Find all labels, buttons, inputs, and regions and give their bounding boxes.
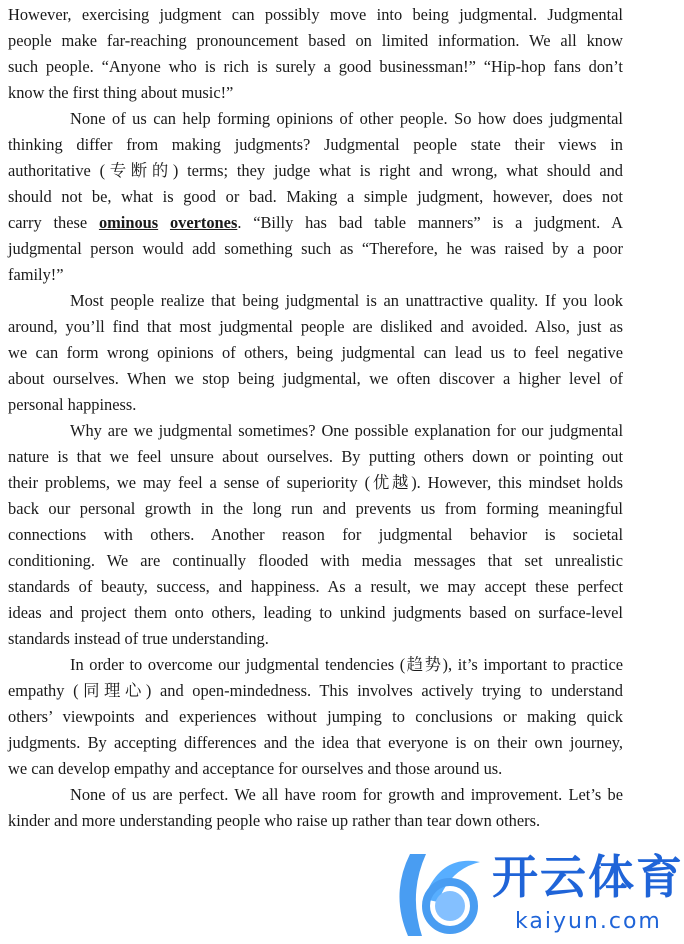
text-line: standards instead of true understanding.: [8, 629, 269, 648]
text-line: around, you’ll find that most judgmental people are disliked and avoided. Also, just as: [8, 317, 623, 336]
text-line: Why are we judgmental sometimes? One possible explanation for our judgmental: [70, 421, 623, 440]
text-line: standards of beauty, success, and happiness. As a result, we may accept these perfect: [8, 577, 623, 596]
watermark-name: 开云体育: [492, 850, 684, 904]
text-line: should not be, what is good or bad. Making a simple judgment, however, does not: [8, 187, 623, 206]
text-segment: [158, 213, 170, 232]
text-line: conditioning. We are continually flooded with media messages that set unrealistic: [8, 551, 623, 570]
text-line: [8, 210, 623, 236]
text-line: nature is that we feel unsure about ourselves. By putting others down or pointing out: [8, 447, 623, 466]
text-line: we can form wrong opinions of others, being judgmental can lead us to feel negative: [8, 343, 623, 362]
text-line: judgmental person would add something such as “Therefore, he was raised by a poor: [8, 239, 623, 258]
text-line: Most people realize that being judgmental is an unattractive quality. If you look: [70, 291, 623, 310]
text-line: know the first thing about music!”: [8, 83, 234, 102]
text-line: we can develop empathy and acceptance for ourselves and those around us.: [8, 759, 503, 778]
text-line: thinking differ from making judgments? Judgmental people state their views in: [8, 135, 623, 154]
text-line: back our personal growth in the long run and prevents us from forming meaningful: [8, 499, 623, 518]
text-segment: . “Billy has bad table manners” is a judgment. A: [237, 213, 623, 232]
text-line: empathy (同理心) and open-mindedness. This involves actively trying to understand: [8, 681, 623, 700]
text-line: However, exercising judgment can possibly move into being judgmental. Judgmental: [8, 5, 623, 24]
text-line: connections with others. Another reason for judgmental behavior is societal: [8, 525, 623, 544]
paragraph: [8, 106, 623, 288]
text-line: people make far-reaching pronouncement based on limited information. We all know: [8, 31, 623, 50]
text-line: such people. “Anyone who is rich is surely a good businessman!” “Hip-hop fans don’t: [8, 57, 623, 76]
text-line: their problems, we may feel a sense of superiority (优越). However, this mindset holds: [8, 473, 623, 492]
paragraph: [8, 288, 623, 418]
text-line: others’ viewpoints and experiences without jumping to conclusions or making quick: [8, 707, 623, 726]
emphasized-term: overtones: [169, 213, 238, 232]
kaiyun-logo-icon: [380, 844, 490, 944]
text-line: None of us are perfect. We all have room for growth and improvement. Let’s be: [70, 785, 623, 804]
text-line: judgments. By accepting differences and the idea that everyone is on their own journey,: [8, 733, 623, 752]
paragraph: [8, 2, 623, 106]
paragraph: [8, 652, 623, 782]
text-line: family!”: [8, 265, 64, 284]
text-line: In order to overcome our judgmental tendencies (趋势), it’s important to practice: [70, 655, 623, 674]
text-line: about ourselves. When we stop being judgmental, we often discover a higher level of: [8, 369, 623, 388]
text-segment: carry these: [8, 213, 99, 232]
paragraph: [8, 782, 623, 834]
document-body: [8, 0, 623, 834]
emphasized-term: ominous: [98, 213, 159, 232]
text-line: kinder and more understanding people who raise up rather than tear down others.: [8, 811, 541, 830]
text-line: None of us can help forming opinions of other people. So how does judgmental: [70, 109, 623, 128]
text-line: authoritative (专断的) terms; they judge what is right and wrong, what should and: [8, 161, 623, 180]
text-line: ideas and project them onto others, leading to unkind judgments based on surface-level: [8, 603, 623, 622]
watermark-logo: [380, 844, 684, 944]
paragraph: [8, 418, 623, 652]
text-line: personal happiness.: [8, 395, 137, 414]
watermark-domain: kaiyun.com: [515, 909, 662, 934]
